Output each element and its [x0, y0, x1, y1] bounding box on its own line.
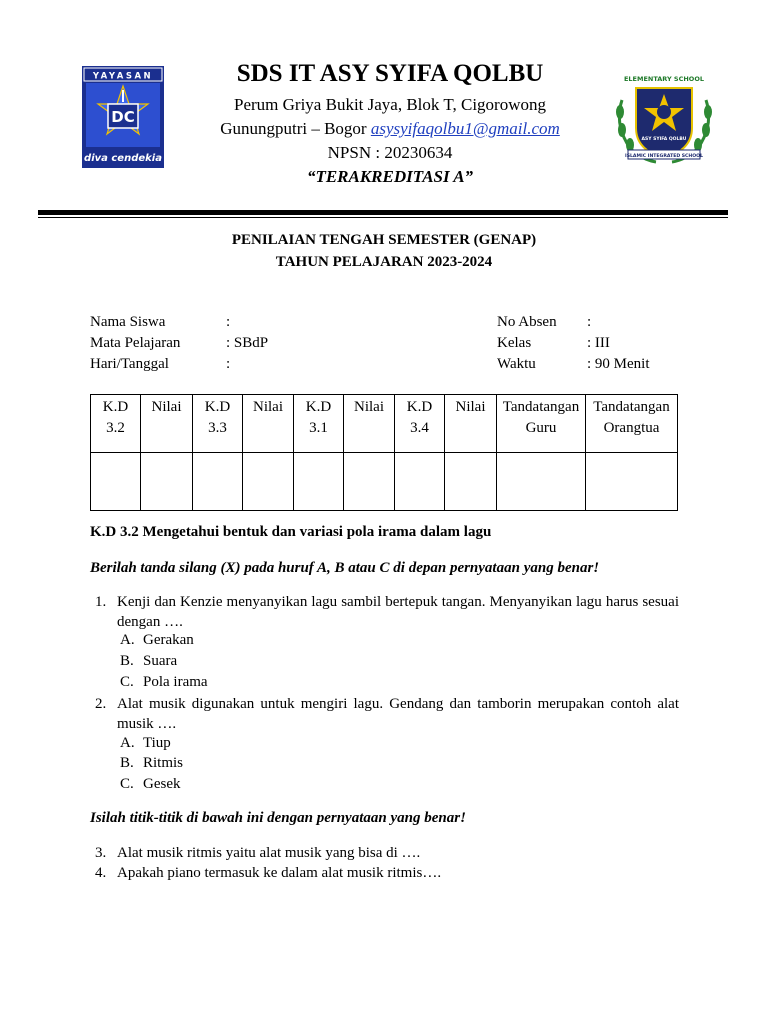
question-number: 3.: [95, 845, 107, 861]
header-kd-3-2: K.D 3.2: [91, 395, 141, 453]
info-value-kelas: : III: [587, 335, 610, 351]
score-table: [90, 394, 678, 511]
section-title: K.D 3.2 Mengetahui bentuk dan variasi pola irama dalam lagu: [90, 524, 492, 540]
question-text: Alat musik ritmis yaitu alat musik yang bisa di ….: [117, 845, 421, 861]
score-cell[interactable]: [243, 453, 294, 511]
address-city: Gunungputri – Bogor: [220, 119, 371, 138]
logo-right-middle-text: ASY SYIFA QOLBU: [641, 137, 687, 142]
header-ttd-orangtua: Tandatangan Orangtua: [586, 395, 678, 453]
accreditation: “TERAKREDITASI A”: [306, 167, 474, 186]
school-logo: [608, 70, 720, 168]
option-letter: B.: [120, 653, 134, 669]
header-divider-thin: [38, 217, 728, 218]
exam-title: PENILAIAN TENGAH SEMESTER (GENAP): [231, 232, 537, 248]
option-letter: C.: [120, 674, 134, 690]
option-text: Suara: [143, 653, 178, 669]
info-label-absen: No Absen: [497, 314, 557, 330]
exam-year: TAHUN PELAJARAN 2023-2024: [275, 254, 493, 270]
option-text: Gerakan: [143, 632, 194, 648]
score-cell[interactable]: [141, 453, 193, 511]
info-value-hari: :: [226, 356, 231, 372]
info-label-mapel: Mata Pelajaran: [90, 335, 181, 351]
header-nilai-2: Nilai: [243, 395, 294, 453]
option-letter: C.: [120, 776, 134, 792]
logo-left-bottom-text: diva cendekia: [84, 153, 162, 164]
question-3: [90, 843, 680, 863]
score-cell[interactable]: [91, 453, 141, 511]
npsn: NPSN : 20230634: [327, 143, 453, 162]
header-kd-3-4: K.D 3.4: [395, 395, 445, 453]
option-letter: B.: [120, 755, 134, 771]
info-value-mapel: : SBdP: [226, 335, 269, 351]
logo-right-bottom-text: ISLAMIC INTEGRATED SCHOOL: [624, 153, 704, 159]
option-text: Tiup: [143, 735, 171, 751]
address-line-2: [160, 119, 620, 139]
logo-right-top-text: ELEMENTARY SCHOOL: [623, 75, 705, 83]
school-name: SDS IT ASY SYIFA QOLBU: [236, 60, 544, 87]
score-cell[interactable]: [294, 453, 344, 511]
question-text: Apakah piano termasuk ke dalam alat musik ritmis….: [117, 865, 442, 881]
header-nilai-3: Nilai: [344, 395, 395, 453]
address-line-1: Perum Griya Bukit Jaya, Blok T, Cigorowong: [234, 95, 546, 114]
header-kd-3-3: K.D 3.3: [193, 395, 243, 453]
instruction-multiple-choice: Berilah tanda silang (X) pada huruf A, B atau C di depan pernyataan yang benar!: [90, 560, 600, 576]
info-label-nama: Nama Siswa: [90, 314, 166, 330]
option-letter: A.: [120, 632, 135, 648]
question-text: Kenji dan Kenzie menyanyikan lagu sambil bertepuk tangan. Menyanyikan lagu harus sesuai dengan ….: [117, 594, 679, 630]
info-label-waktu: Waktu: [497, 356, 536, 372]
email-link[interactable]: asysyifaqolbu1@gmail.com: [370, 119, 560, 138]
yayasan-logo: [82, 66, 164, 168]
header-kd-3-1: K.D 3.1: [294, 395, 344, 453]
question-number: 2.: [95, 696, 107, 712]
info-value-absen: :: [587, 314, 592, 330]
question-1: [90, 592, 680, 634]
info-label-kelas: Kelas: [497, 335, 532, 351]
info-value-waktu: : 90 Menit: [587, 356, 650, 372]
option-letter: A.: [120, 735, 135, 751]
header-nilai-1: Nilai: [141, 395, 193, 453]
score-cell[interactable]: [445, 453, 497, 511]
score-cell[interactable]: [395, 453, 445, 511]
option-text: Pola irama: [143, 674, 208, 690]
score-table-entry-row: [91, 453, 678, 511]
logo-left-mark: DC: [111, 108, 135, 126]
question-number: 4.: [95, 865, 107, 881]
header-ttd-guru: Tandatangan Guru: [497, 395, 586, 453]
option-text: Gesek: [143, 776, 181, 792]
logo-left-top-text: YAYASAN: [92, 71, 154, 82]
question-2: [90, 694, 680, 736]
option-text: Ritmis: [143, 755, 184, 771]
signature-cell-guru[interactable]: [497, 453, 586, 511]
info-value-nama: :: [226, 314, 231, 330]
score-cell[interactable]: [344, 453, 395, 511]
signature-cell-orangtua[interactable]: [586, 453, 678, 511]
header-nilai-4: Nilai: [445, 395, 497, 453]
header-divider-thick: [38, 210, 728, 215]
score-table-header-row: [91, 395, 678, 453]
score-cell[interactable]: [193, 453, 243, 511]
instruction-fill-in: Isilah titik-titik di bawah ini dengan pernyataan yang benar!: [90, 810, 466, 826]
question-number: 1.: [95, 594, 107, 610]
info-label-hari: Hari/Tanggal: [90, 356, 169, 372]
question-text: Alat musik digunakan untuk mengiri lagu. Gendang dan tamborin merupakan contoh alat musik ….: [117, 696, 679, 732]
question-4: [90, 863, 680, 883]
